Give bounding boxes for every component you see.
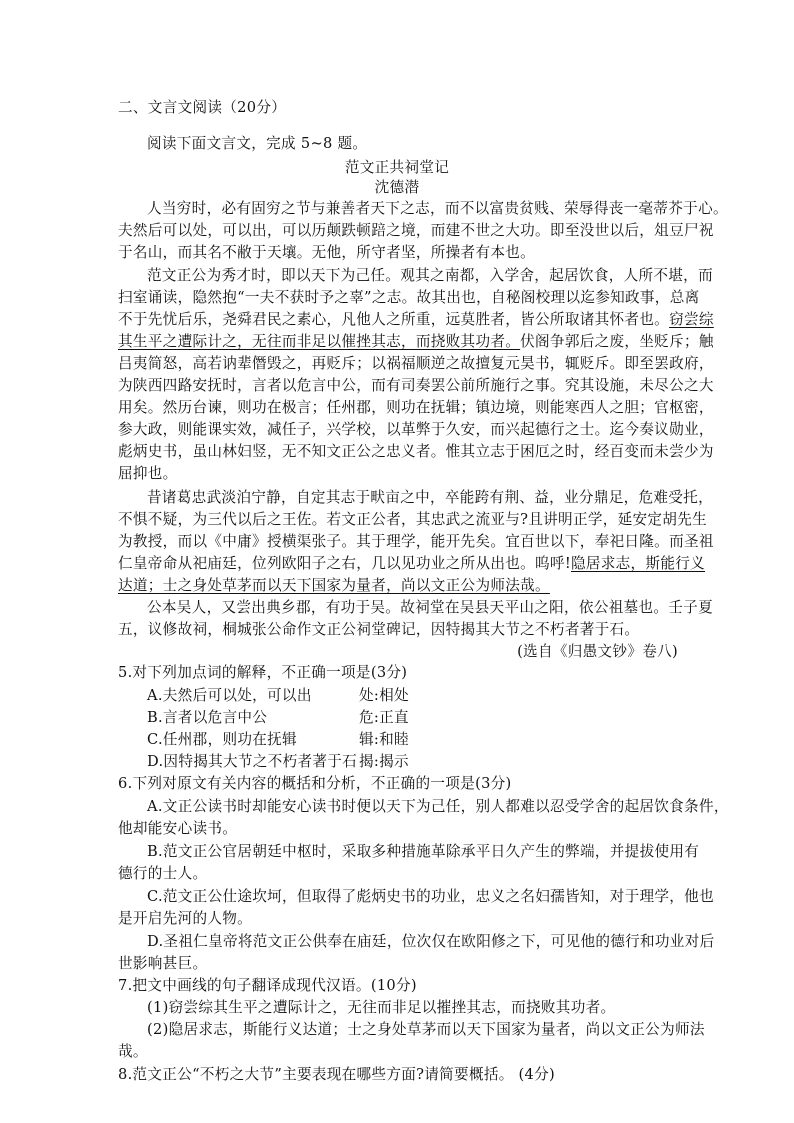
- q5-option-b: B.言者以危言中公: [147, 709, 268, 726]
- underlined-sentence-1: 其生平之遭际计之，无往而非足以催挫其志，而挠败其功者。: [118, 333, 521, 350]
- passage-line: 仁皇帝命从祀庙廷，位列欧阳子之右，几以见功业之所从出也。呜呼!隐居求志，斯能行义: [118, 555, 706, 572]
- passage-line: 夫然后可以处，可以出，可以历颠跌顿踣之境，而建不世之大功。即至没世以后，俎豆尸祝: [118, 222, 714, 239]
- q7-item-2-cont: 哉。: [118, 1043, 148, 1060]
- passage-line: 为教授，而以《中庸》授横渠张子。其于理学，能开先矣。宜百世以下，奉祀日隆。而圣祖: [118, 533, 714, 550]
- passage-title: 范文正共祠堂记: [344, 159, 450, 176]
- q6-option-a-cont: 他却能安心读书。: [118, 820, 238, 837]
- passage-source: (选自《归愚文钞》卷八): [517, 643, 678, 660]
- q8-stem: 8.范文正公“不朽之大节”主要表现在哪些方面?请简要概括。 (4分): [118, 1066, 556, 1083]
- q7-item-2: (2)隐居求志，斯能行义达道；士之身处草茅而以天下国家为量者，尚以文正公为师法: [147, 1021, 705, 1038]
- passage-line: 人当穷时，必有固穷之节与兼善者天下之志，而不以富贵贫贱、荣辱得丧一毫蒂芥于心。: [147, 200, 728, 217]
- underlined-sentence-1-start: 窃尝综: [669, 311, 714, 328]
- passage-line: 吕夷简怒，高若讷辈僭毁之，再贬斥；以祸福顺逆之故擅复元昊书，辄贬斥。即至罢政府，: [118, 355, 714, 372]
- passage-line: 其生平之遭际计之，无往而非足以催挫其志，而挠败其功者。伏阁争郭后之废，坐贬斥；触: [118, 333, 714, 350]
- q5-option-d: D.因特揭其大节之不朽者著于石: [147, 753, 358, 770]
- passage-line: 为陕西四路安抚时，言者以危言中公，而有司奏罢公前所施行之事。究其设施，未尽公之大: [118, 377, 714, 394]
- q6-stem: 6.下列对原文有关内容的概括和分析，不正确的一项是(3分): [118, 775, 512, 792]
- passage-line: 不于先忧后乐，尧舜君民之素心，凡他人之所重，远莫胜者，皆公所取诸其怀者也。窃尝综: [118, 311, 714, 328]
- q5-stem: 5.对下列加点词的解释，不正确一项是(3分): [118, 664, 408, 681]
- passage-line: 昔诸葛忠武淡泊宁静，自定其志于畎亩之中，卒能跨有荆、益，业分鼎足，危难受托，: [147, 489, 713, 506]
- q5-option-d-gloss: 揭:揭示: [359, 753, 409, 770]
- q5-option-a: A.夫然后可以处，可以出: [147, 687, 312, 704]
- passage-line: 于名山，而其名不敝于天壤。无他，所守者坚，所操者有本也。: [118, 244, 536, 261]
- q5-option-a-gloss: 处:相处: [359, 687, 409, 704]
- passage-line: 五，议修故祠，桐城张公命作文正公祠堂碑记，因特揭其大节之不朽者著于石。: [118, 621, 640, 638]
- q6-option-d: D.圣祖仁皇帝将范文正公供奉在庙廷，位次仅在欧阳修之下，可见他的德行和功业对后: [147, 933, 715, 950]
- q5-option-b-gloss: 危:正直: [359, 709, 409, 726]
- passage-line: 屈抑也。: [118, 465, 178, 482]
- passage-line: 参大政，则能课实效，减任子，兴学校，以革弊于久安，而兴起德行之士。迄今奏议勋业，: [118, 421, 714, 438]
- passage-line: 扫室诵读，隐然抱“一夫不获时予之辜”之志。故其出也，自秘阁校理以迄参知政事，总离: [118, 289, 700, 306]
- section-heading: 二、文言文阅读（20分）: [118, 99, 287, 116]
- q7-stem: 7.把文中画线的句子翻译成现代汉语。(10分): [118, 977, 417, 994]
- q7-item-1: (1)窃尝综其生平之遭际计之，无往而非足以摧挫其志，而挠败其功者。: [147, 999, 616, 1016]
- q6-option-c: C.范文正公仕途坎坷，但取得了彪炳史书的功业，忠义之名妇孺皆知，对于理学，他也: [147, 888, 714, 905]
- q6-option-d-cont: 世影响甚巨。: [118, 955, 208, 972]
- instruction: 阅读下面文言文，完成 5~8 题。: [147, 135, 368, 152]
- q6-option-b-cont: 德行的士人。: [118, 865, 208, 882]
- passage-line: 范文正公为秀才时，即以天下为己任。观其之南都，入学舍，起居饮食，人所不堪，而: [147, 267, 713, 284]
- q6-option-b: B.范文正公官居朝廷中枢时，采取多种措施革除承平日久产生的弊端，并提拔使用有: [147, 843, 700, 860]
- underlined-sentence-2: 隐居求志，斯能行义: [570, 555, 706, 572]
- passage-line: [118, 576, 550, 596]
- q6-option-a: A.文正公读书时却能安心读书时便以天下为己任，别人都难以忍受学舍的起居饮食条件，: [147, 798, 729, 815]
- passage-line: 用矣。然历台谏，则功在极言；任州郡，则功在抚辑；镇边境，则能寒西人之胆；官枢密，: [118, 399, 714, 416]
- passage-author: 沈德潜: [374, 179, 420, 196]
- q5-option-c: C.任州郡，则功在抚辑: [147, 731, 297, 748]
- q6-option-c-cont: 是开启先河的人物。: [118, 910, 253, 927]
- underlined-sentence-2-cont: 达道；士之身处草茅而以天下国家为量者，尚以文正公为师法哉。: [118, 577, 550, 594]
- passage-line: 不惧不疑，为三代以后之王佐。若文正公者，其忠武之流亚与?且讲明正学，延安定胡先生: [118, 511, 707, 528]
- passage-line: 公本吴人，又尝出典乡郡，有功于吴。故祠堂在吴县天平山之阳，依公祖墓也。壬子夏: [147, 599, 713, 616]
- q5-option-c-gloss: 辑:和睦: [359, 731, 409, 748]
- passage-line: 彪炳史书，虽山林妇竖，无不知文正公之忠义者。惟其立志于困厄之时，经百变而未尝少为: [118, 443, 714, 460]
